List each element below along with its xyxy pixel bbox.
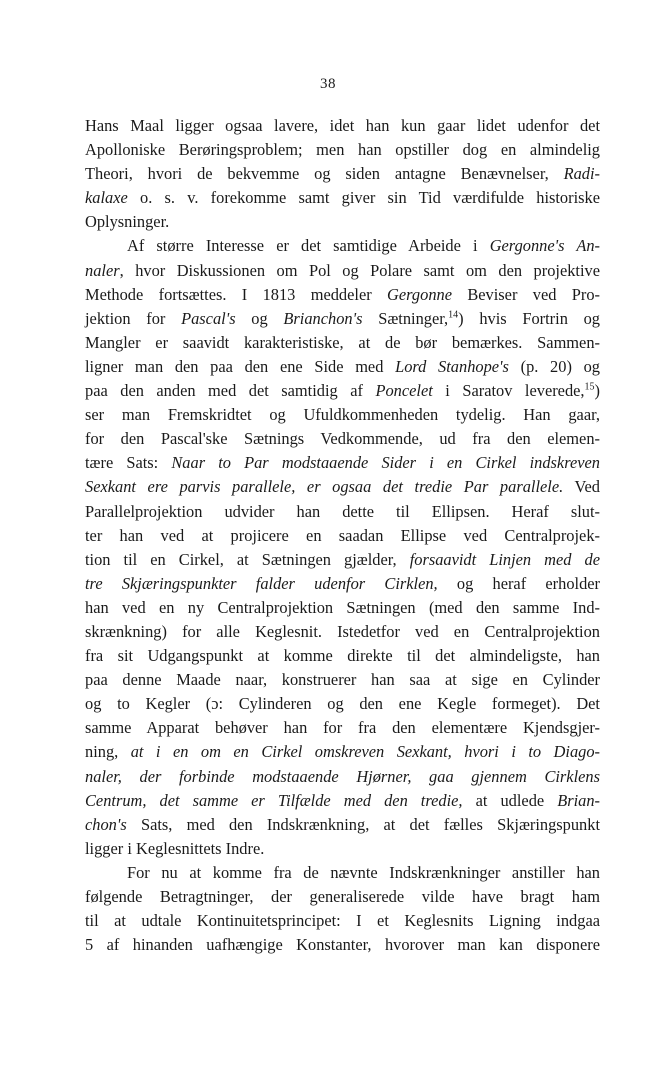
text-line: [85, 114, 600, 138]
footnote-reference: 15: [584, 381, 595, 393]
text-line: [85, 331, 600, 355]
text-segment: (p. 20) og: [508, 356, 600, 376]
italic-text: kalaxe: [85, 188, 128, 208]
text-segment: ligner man den paa den ene Side med: [85, 356, 396, 376]
text-segment: ser man Fremskridtet og Ufuldkommenheden tydelig. Han gaar,: [85, 405, 600, 425]
text-line: [85, 259, 600, 283]
text-line: [85, 210, 600, 234]
text-line: [85, 475, 600, 499]
text-line: [85, 500, 600, 524]
text-segment: Hans Maal ligger ogsaa lavere, idet han kun gaar lidet udenfor det: [85, 116, 600, 135]
text-line: [85, 644, 600, 668]
text-line: [85, 403, 600, 427]
italic-text: at i en om en Cirkel omskreven Sexkant, hvori i to Diago-: [130, 742, 600, 762]
text-segment: samme Apparat behøver han for fra den elementære Kjendsgjer-: [85, 718, 600, 738]
text-line: [85, 451, 600, 475]
italic-text: chon's: [85, 814, 127, 834]
text-segment: Ved: [563, 477, 601, 497]
text-line: [85, 379, 600, 403]
text-segment: Sætninger,: [362, 308, 449, 328]
text-segment: tion til en Cirkel, at Sætningen gjælder,: [85, 549, 410, 569]
text-line: [85, 283, 600, 307]
text-line: [85, 933, 600, 957]
text-segment: fra sit Udgangspunkt at komme direkte til det almindeligste, han: [85, 646, 600, 666]
text-segment: at udlede: [462, 790, 558, 810]
text-segment: Sats, med den Indskrænkning, at det fælles Skjæringspunkt: [126, 814, 600, 834]
text-segment: ): [594, 381, 600, 401]
italic-text: Radi-: [563, 164, 600, 184]
text-line: [85, 572, 600, 596]
text-segment: skrænkning) for alle Keglesnit. Istedetfor ved en Centralprojektion: [85, 621, 600, 641]
text-segment: Mangler er saavidt karakteristiske, at de bør bemærkes. Sammen-: [85, 332, 600, 352]
text-segment: jektion for: [85, 308, 182, 328]
text-segment: Theori, hvori de bekvemme og siden antagne Benævnelser,: [85, 164, 564, 184]
italic-text: Brian-: [557, 790, 601, 810]
italic-text: Poncelet: [375, 381, 433, 401]
page-number: 38: [320, 76, 336, 92]
text-segment: For nu at komme fra de nævnte Indskrænkninger anstiller han: [127, 862, 600, 882]
italic-text: Gergonne: [387, 284, 452, 304]
text-segment: ter han ved at projicere en saadan Ellipse ved Centralprojek-: [85, 525, 600, 545]
italic-text: forsaavidt Linjen med de: [409, 549, 600, 569]
text-segment: i Saratov leverede,: [432, 381, 585, 401]
text-segment: og to Kegler (ɔ: Cylinderen og den ene Kegle formeget). Det: [85, 694, 600, 714]
text-line: [85, 138, 600, 162]
text-segment: paa den anden med det samtidig af: [85, 381, 376, 401]
text-line: [85, 789, 600, 813]
text-line: [85, 620, 600, 644]
text-segment: Af større Interesse er det samtidige Arbeide i: [127, 236, 490, 256]
text-segment: til at udtale Kontinuitetsprincipet: I et Keglesnits Ligning indgaa: [85, 911, 600, 931]
text-line: [85, 234, 600, 258]
italic-text: Pascal's: [181, 308, 236, 328]
text-line: [85, 861, 600, 885]
text-segment: Beviser ved Pro-: [452, 284, 600, 304]
text-segment: og heraf erholder: [437, 573, 601, 593]
text-line: [85, 692, 600, 716]
text-segment: Oplysninger.: [85, 212, 170, 232]
text-segment: Methode fortsættes. I 1813 meddeler: [85, 284, 388, 304]
body-text: [85, 114, 600, 957]
text-segment: ) hvis Fortrin og: [458, 308, 600, 328]
italic-text: tre Skjæringspunkter falder udenfor Cirklen,: [85, 573, 438, 593]
text-line: [85, 740, 600, 764]
text-segment: han ved en ny Centralprojektion Sætningen (med den samme Ind-: [85, 597, 600, 617]
italic-text: naler, der forbinde modstaaende Hjørner, gaa gjennem Cirklens: [85, 766, 600, 786]
italic-text: Naar to Par modstaaende Sider i en Cirkel indskreven: [171, 453, 600, 473]
footnote-reference: 14: [448, 309, 459, 321]
text-line: [85, 668, 600, 692]
italic-text: Brianchon's: [283, 308, 363, 328]
text-line: [85, 162, 600, 186]
text-segment: Apolloniske Berøringsproblem; men han opstiller dog en almindelig: [85, 140, 600, 160]
text-line: [85, 355, 600, 379]
italic-text: Lord Stanhope's: [395, 356, 509, 376]
text-segment: , hvor Diskussionen om Pol og Polare samt om den projektive: [119, 260, 600, 280]
italic-text: Centrum, det samme er Tilfælde med den tredie,: [85, 790, 463, 810]
text-line: [85, 427, 600, 451]
text-line: [85, 813, 600, 837]
text-segment: ligger i Keglesnittets Indre.: [85, 838, 265, 858]
text-segment: paa denne Maade naar, konstruerer han saa at sige en Cylinder: [85, 670, 600, 690]
text-segment: o. s. v. forekomme samt giver sin Tid værdifulde historiske: [127, 188, 600, 208]
text-line: [85, 186, 600, 210]
text-segment: Parallelprojektion udvider han dette til Ellipsen. Heraf slut-: [85, 501, 600, 521]
italic-text: Sexkant ere parvis parallele, er ogsaa det tredie Par parallele.: [85, 477, 564, 497]
text-line: [85, 909, 600, 933]
text-segment: følgende Betragtninger, der generaliserede vilde have bragt ham: [85, 887, 600, 906]
text-line: [85, 837, 600, 861]
text-line: [85, 716, 600, 740]
text-segment: 5 af hinanden uafhængige Konstanter, hvorover man kan disponere: [85, 935, 600, 955]
text-line: [85, 885, 600, 909]
text-segment: for den Pascal'ske Sætnings Vedkommende, ud fra den elemen-: [85, 429, 600, 449]
text-segment: og: [235, 308, 284, 328]
text-line: [85, 765, 600, 789]
text-line: [85, 548, 600, 572]
italic-text: naler: [85, 260, 120, 280]
text-segment: ning,: [85, 742, 131, 762]
italic-text: Gergonne's An-: [489, 236, 600, 256]
text-line: [85, 524, 600, 548]
text-line: [85, 307, 600, 331]
text-line: [85, 596, 600, 620]
text-segment: tære Sats:: [85, 453, 172, 473]
